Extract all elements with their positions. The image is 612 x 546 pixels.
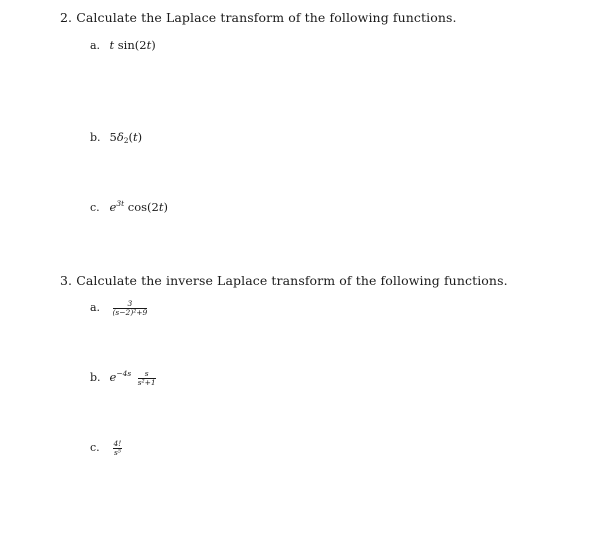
q3-item-a-fraction bbox=[113, 300, 148, 317]
q2-item-a bbox=[90, 38, 156, 52]
q2-item-b-close: ) bbox=[137, 130, 143, 144]
q3-item-b-fraction bbox=[138, 370, 156, 387]
q3-item-a-label: a. bbox=[90, 301, 101, 315]
q2-item-c-exp: 3t bbox=[116, 199, 125, 208]
question-3-text: Calculate the inverse Laplace transform of the following functions. bbox=[76, 273, 508, 288]
q3-item-b-base: e bbox=[109, 370, 117, 385]
q2-item-a-func: sin(2 bbox=[117, 38, 147, 52]
q2-item-b bbox=[90, 130, 142, 144]
q2-item-a-var: t bbox=[146, 38, 152, 52]
q3-item-c-numerator: 4! bbox=[113, 439, 122, 448]
q2-item-b-coef: 5 bbox=[109, 130, 117, 144]
q3-item-a-denominator: (s−2)²+9 bbox=[112, 307, 148, 317]
q2-item-c-label: c. bbox=[90, 201, 100, 214]
q2-item-c-base: e bbox=[109, 200, 117, 214]
q2-item-c-close: ) bbox=[163, 200, 168, 214]
q3-item-b-expression bbox=[110, 370, 132, 384]
q2-item-a-expression bbox=[110, 38, 156, 52]
q3-item-a-numerator: 3 bbox=[113, 300, 148, 309]
question-3-heading bbox=[60, 273, 508, 288]
q3-item-c-denominator: s⁵ bbox=[113, 447, 121, 457]
q3-item-c-fraction bbox=[113, 440, 123, 457]
q2-item-b-open: ( bbox=[128, 130, 134, 144]
q3-item-b-numerator: s bbox=[138, 370, 156, 379]
q2-item-c-var: t bbox=[158, 200, 164, 214]
q2-item-a-label: a. bbox=[90, 39, 101, 52]
q3-item-c bbox=[90, 440, 122, 457]
q3-item-b-exp: −4s bbox=[116, 369, 132, 379]
q2-item-b-sub: 2 bbox=[123, 136, 129, 145]
q2-item-a-coef: t bbox=[109, 38, 115, 52]
question-3-number: 3. bbox=[60, 273, 73, 288]
question-2-heading bbox=[60, 10, 457, 25]
q3-item-b bbox=[90, 370, 156, 387]
question-2-text: Calculate the Laplace transform of the following functions. bbox=[76, 10, 457, 25]
q3-item-c-label: c. bbox=[90, 441, 100, 455]
q2-item-b-label: b. bbox=[90, 131, 101, 144]
q3-item-b-label: b. bbox=[90, 371, 101, 385]
q2-item-c-expression bbox=[110, 200, 168, 214]
q2-item-b-delta: δ bbox=[116, 130, 124, 144]
q2-item-a-close: ) bbox=[151, 38, 156, 52]
q2-item-b-expression bbox=[110, 130, 143, 144]
q3-item-a bbox=[90, 300, 147, 317]
question-2-number: 2. bbox=[60, 10, 73, 25]
q2-item-b-var: t bbox=[133, 130, 138, 144]
q2-item-c bbox=[90, 200, 168, 214]
q3-item-b-denominator: s²+1 bbox=[137, 377, 156, 387]
q2-item-c-func: cos(2 bbox=[127, 200, 159, 214]
